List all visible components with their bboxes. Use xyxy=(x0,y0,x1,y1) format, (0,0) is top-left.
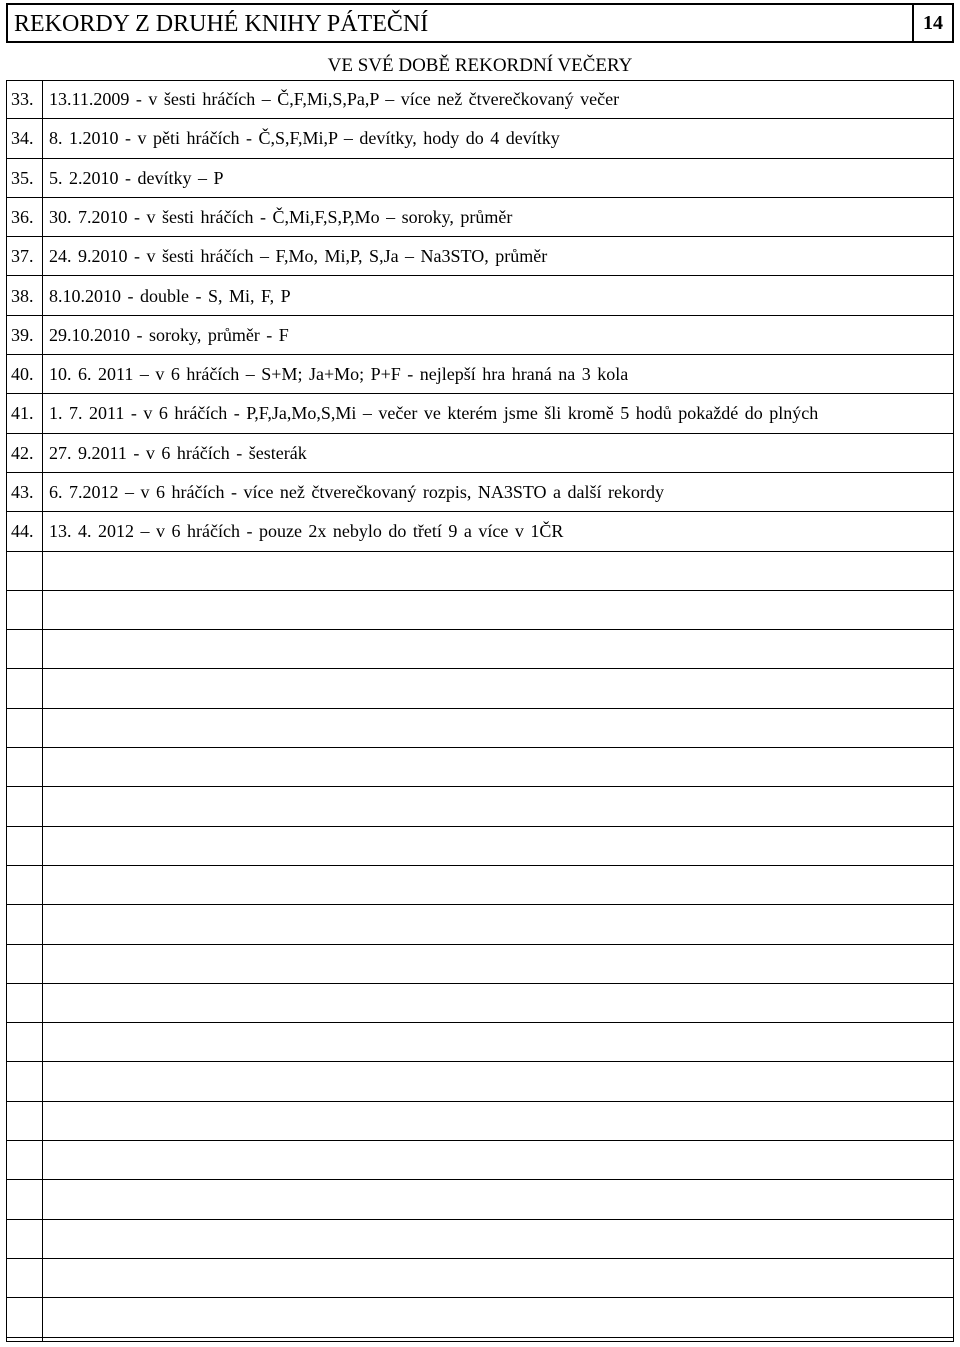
empty-row xyxy=(6,709,954,748)
record-number: 36. xyxy=(11,206,34,227)
record-number: 40. xyxy=(11,364,34,385)
empty-row xyxy=(6,591,954,630)
empty-row xyxy=(6,1180,954,1219)
document-title: REKORDY Z DRUHÉ KNIHY PÁTEČNÍ xyxy=(14,11,429,37)
table-row xyxy=(6,512,954,551)
empty-row xyxy=(6,630,954,669)
empty-row xyxy=(6,748,954,787)
table-row xyxy=(6,355,954,394)
record-text: 13. 4. 2012 – v 6 hráčích - pouze 2x nebylo do třetí 9 a více v 1ČR xyxy=(49,521,564,542)
record-number: 44. xyxy=(11,521,34,542)
table-row xyxy=(6,434,954,473)
table-bottom-border xyxy=(6,1341,954,1342)
header-box xyxy=(6,3,954,43)
empty-row xyxy=(6,1063,954,1102)
empty-row xyxy=(6,905,954,944)
record-text: 5. 2.2010 - devítky – P xyxy=(49,167,224,188)
empty-row xyxy=(6,866,954,905)
record-number: 34. xyxy=(11,128,34,149)
record-text: 6. 7.2012 – v 6 hráčích - více než čtverečkovaný rozpis, NA3STO a další rekordy xyxy=(49,482,664,502)
table-row xyxy=(6,119,954,158)
record-text: 1. 7. 2011 - v 6 hráčích - P,F,Ja,Mo,S,Mi – večer ve kterém jsme šli kromě 5 hodů pokaždé do plných xyxy=(49,403,819,424)
record-text: 8. 1.2010 - v pěti hráčích - Č,S,F,Mi,P – devítky, hody do 4 devítky xyxy=(49,128,560,149)
record-text: 29.10.2010 - soroky, průměr - F xyxy=(49,324,289,345)
table-row xyxy=(6,159,954,198)
table-row xyxy=(6,80,954,119)
record-text: 27. 9.2011 - v 6 hráčích - šesterák xyxy=(49,442,307,463)
subtitle-row xyxy=(0,55,960,77)
record-number: 37. xyxy=(11,246,34,267)
record-number: 35. xyxy=(11,167,34,188)
empty-row xyxy=(6,1220,954,1259)
table-row xyxy=(6,394,954,433)
record-text: 10. 6. 2011 – v 6 hráčích – S+M; Ja+Mo; P+F - nejlepší hra hraná na 3 kola xyxy=(49,364,629,385)
empty-row xyxy=(6,1298,954,1337)
empty-row xyxy=(6,1023,954,1062)
empty-row xyxy=(6,1259,954,1298)
empty-row xyxy=(6,552,954,591)
empty-row xyxy=(6,1102,954,1141)
table-row xyxy=(6,316,954,355)
table-row xyxy=(6,277,954,316)
records-table xyxy=(6,80,954,1342)
table-row xyxy=(6,198,954,237)
record-number: 33. xyxy=(11,89,34,109)
empty-row xyxy=(6,827,954,866)
table-row xyxy=(6,237,954,276)
page-number: 14 xyxy=(912,5,952,41)
empty-row xyxy=(6,787,954,826)
empty-row xyxy=(6,1141,954,1180)
table-row xyxy=(6,473,954,512)
record-number: 43. xyxy=(11,482,34,502)
record-text: 30. 7.2010 - v šesti hráčích - Č,Mi,F,S,P,Mo – soroky, průměr xyxy=(49,206,513,227)
record-number: 42. xyxy=(11,442,34,463)
record-text: 24. 9.2010 - v šesti hráčích – F,Mo, Mi,P, S,Ja – Na3STO, průměr xyxy=(49,246,548,267)
record-number: 41. xyxy=(11,403,34,424)
empty-row xyxy=(6,984,954,1023)
empty-row xyxy=(6,670,954,709)
record-text: 8.10.2010 - double - S, Mi, F, P xyxy=(49,285,291,306)
section-subtitle: VE SVÉ DOBĚ REKORDNÍ VEČERY xyxy=(327,55,633,76)
record-number: 38. xyxy=(11,285,34,306)
record-number: 39. xyxy=(11,324,34,345)
record-text: 13.11.2009 - v šesti hráčích – Č,F,Mi,S,Pa,P – více než čtverečkovaný večer xyxy=(49,89,620,109)
empty-row xyxy=(6,945,954,984)
